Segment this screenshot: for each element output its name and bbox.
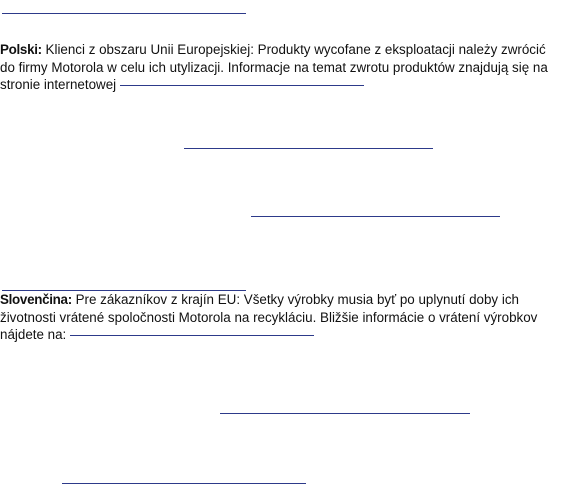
- paragraph-polski-line-1: [0, 41, 574, 59]
- blank-line-5: [62, 483, 306, 484]
- language-label-slovencina: Slovenčina:: [0, 292, 72, 307]
- language-label-polski: Polski:: [0, 42, 42, 57]
- paragraph-polski-text-3: stronie internetowej: [0, 77, 120, 92]
- paragraph-slovencina-text-1: Pre zákazníkov z krajín EU: Všetky výrobky musia byť po uplynutí doby ich: [71, 292, 519, 307]
- paragraph-slovencina-line-1: [0, 291, 574, 309]
- paragraph-polski-line-2: do firmy Motorola w celu ich utylizacji. Informacje na temat zwrotu produktów znajdują się na: [0, 59, 548, 75]
- blank-line-1: [184, 148, 433, 149]
- blank-line-2: [251, 216, 500, 217]
- blank-line-4: [220, 413, 470, 414]
- url-blank-slovencina: [70, 335, 314, 336]
- url-blank-polski: [120, 85, 364, 86]
- top-blank-line: [2, 13, 246, 14]
- paragraph-slovencina-line-3: [0, 326, 574, 344]
- paragraph-polski-text-1: Klienci z obszaru Unii Europejskiej: Produkty wycofane z eksploatacji należy zwrócić: [41, 42, 546, 57]
- paragraph-polski-line-3: [0, 76, 574, 94]
- paragraph-slovencina-text-3: nájdete na:: [0, 327, 70, 342]
- paragraph-slovencina-line-2: životnosti vrátené spoločnosti Motorola na recykláciu. Bližšie informácie o vrátení výrobkov: [0, 309, 538, 325]
- paragraph-polski: [0, 41, 574, 94]
- paragraph-slovencina: [0, 291, 574, 344]
